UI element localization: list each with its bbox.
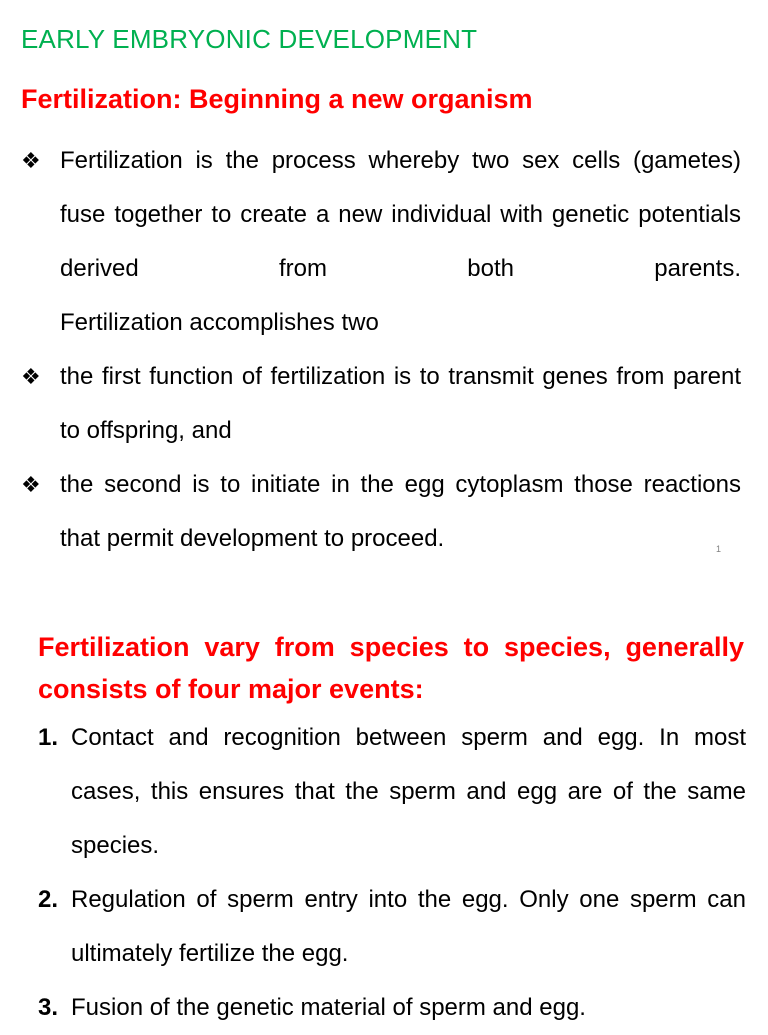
bullet-item-1 — [21, 134, 741, 350]
bullet-text: Fertilization is the process whereby two sex cells (gametes) fuse together to create a new individual with genetic potentials derived from both parents. — [60, 147, 741, 282]
page-number: 1 — [716, 544, 722, 554]
diamond-bullet-icon: ❖ — [21, 472, 41, 497]
section-heading: Fertilization vary from species to species, generally consists of four major events: — [38, 632, 744, 704]
event-text: Fusion of the genetic material of sperm and egg. — [71, 994, 586, 1021]
diamond-bullet-icon: ❖ — [21, 148, 41, 173]
bullet-item-3 — [21, 458, 741, 566]
event-item-3 — [38, 981, 746, 1035]
event-item-2 — [38, 873, 746, 981]
bullet-item-2 — [21, 350, 741, 458]
event-number: 3. — [38, 994, 59, 1021]
event-text: Regulation of sperm entry into the egg. Only one sperm can ultimately fertilize the egg. — [71, 886, 746, 967]
bullet-text: the second is to initiate in the egg cytoplasm those reactions that permit development to proceed. — [60, 471, 741, 552]
event-number: 2. — [38, 886, 59, 913]
bullet-list — [21, 134, 741, 566]
event-number: 1. — [38, 724, 59, 751]
diamond-bullet-icon: ❖ — [21, 364, 41, 389]
slide-title: EARLY EMBRYONIC DEVELOPMENT — [21, 24, 478, 54]
bullet-text-continued: Fertilization accomplishes two — [60, 309, 379, 336]
slide-subtitle: Fertilization: Beginning a new organism — [21, 84, 533, 114]
event-text: Contact and recognition between sperm and egg. In most cases, this ensures that the sperm and egg are of the same species. — [71, 724, 746, 859]
bullet-text: the first function of fertilization is to transmit genes from parent to offspring, and — [60, 363, 741, 444]
events-list — [38, 711, 746, 1035]
event-item-1 — [38, 711, 746, 873]
